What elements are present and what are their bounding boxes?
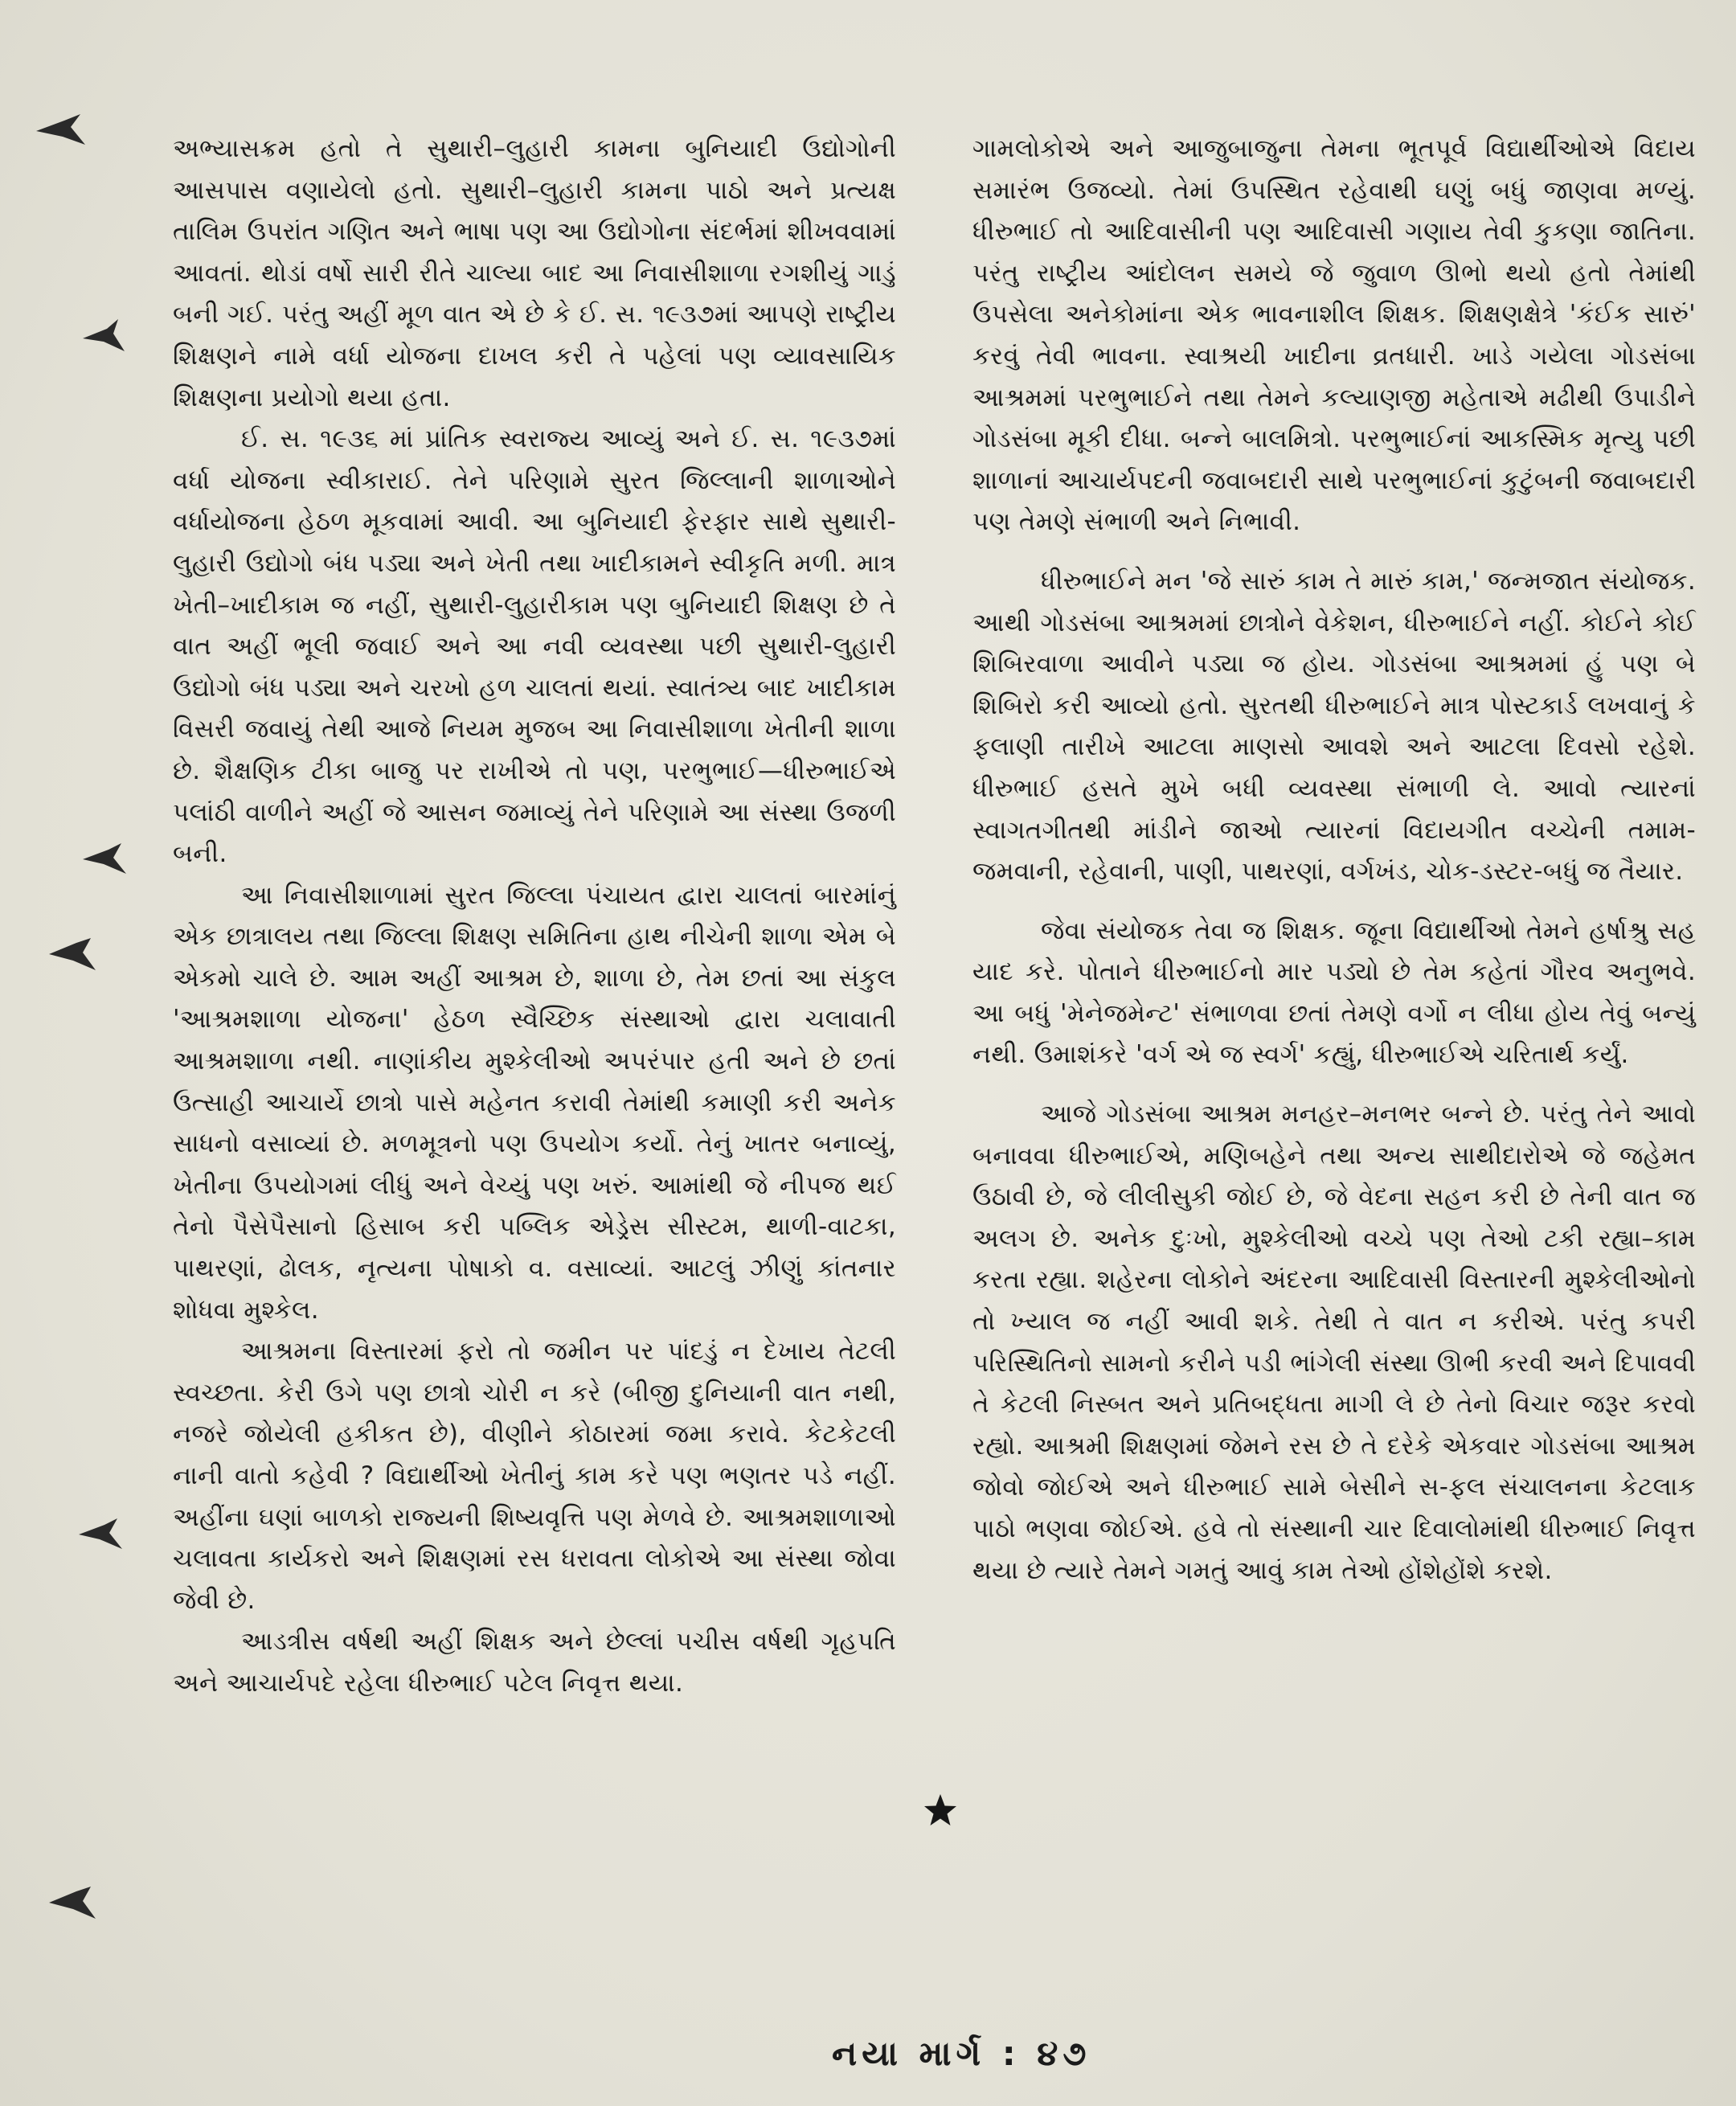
punch-hole-mark xyxy=(72,1515,129,1552)
article-paragraph: આજે ગોડસંબા આશ્રમ મનહર–મનભર બન્ને છે. પરંતુ તેને આવો બનાવવા ધીરુભાઈએ, મણિબહેને તથા અન્ય સાથીદારોએ જે જહેમત ઉઠાવી છે, જે લીલીસુકી જોઈ છે, જે વેદના સહન કરી છે તેની વાત જ અલગ છે. અનેક દુઃખો, મુશ્કેલીઓ વચ્ચે પણ તેઓ ટકી રહ્યા–કામ કરતા રહ્યા. શહેરના લોકોને અંદરના આદિવાસી વિસ્તારની મુશ્કેલીઓનો તો ખ્યાલ જ નહીં આવી શકે. તેથી તે વાત ન કરીએ. પરંતુ કપરી પરિસ્થિતિનો સામનો કરીને પડી ભાંગેલી સંસ્થા ઊભી કરવી અને દિપાવવી તે કેટલી નિસ્બત અને પ્રતિબદ્ધતા માગી લે છે તેનો વિચાર જરૂર કરવો રહ્યો. આશ્રમી શિક્ષણમાં જેમને રસ છે તે દરેકે એકવાર ગોડસંબા આશ્રમ જોવો જોઈએ અને ધીરુભાઈ સામે બેસીને સ-ફલ સંચાલનના કેટલાક પાઠો ભણવા જોઈએ. હવે તો સંસ્થાની ચાર દિવાલોમાંથી ધીરુભાઈ નિવૃત્ત થયા છે ત્યારે તેમને ગમતું આવું કામ તેઓ હોંશેહોંશે કરશે. xyxy=(972,1100,1696,1585)
article-paragraph: ઈ. સ. ૧૯૩૬ માં પ્રાંતિક સ્વરાજ્ય આવ્યું અને ઈ. સ. ૧૯૩૭માં વર્ધા યોજના સ્વીકારાઈ. તેને પરિણામે સુરત જિલ્લાની શાળાઓને વર્ધાયોજના હેઠળ મૂકવામાં આવી. આ બુનિયાદી ફેરફાર સાથે સુથારી-લુહારી ઉદ્યોગો બંધ પડ્યા અને ખેતી તથા ખાદીકામને સ્વીકૃતિ મળી. માત્ર ખેતી–ખાદીકામ જ નહીં, સુથારી-લુહારીકામ પણ બુનિયાદી શિક્ષણ છે તે વાત અહીં ભૂલી જવાઈ અને આ નવી વ્યવસ્થા પછી સુથારી-લુહારી ઉદ્યોગો બંધ પડ્યા અને ચરખો હળ ચાલતાં થયાં. સ્વાતંત્ર્ય બાદ ખાદીકામ વિસરી જવાયું તેથી આજે નિયમ મુજબ આ નિવાસીશાળા ખેતીની શાળા છે. શૈક્ષણિક ટીકા બાજુ પર રાખીએ તો પણ, પરભુભાઈ—ધીરુભાઈએ પલાંઠી વાળીને અહીં જે આસન જમાવ્યું તેને પરિણામે આ સંસ્થા ઉજળી બની. xyxy=(173,424,896,869)
page-footer-folio: નયા માર્ગ : ૪૭ xyxy=(832,2034,1091,2073)
article-paragraph: ધીરુભાઈને મન 'જે સારું કામ તે મારું કામ,' જન્મજાત સંયોજક. આથી ગોડસંબા આશ્રમમાં છાત્રોને વેકેશન, ધીરુભાઈને નહીં. કોઈને કોઈ શિબિરવાળા આવીને પડ્યા જ હોય. ગોડસંબા આશ્રમમાં હું પણ બે શિબિરો કરી આવ્યો હતો. સુરતથી ધીરુભાઈને માત્ર પોસ્ટકાર્ડ લખવાનું કે ફલાણી તારીખે આટલા માણસો આવશે અને આટલા દિવસો રહેશે. ધીરુભાઈ હસતે મુખે બધી વ્યવસ્થા સંભાળી લે. આવો ત્યારનાં સ્વાગતગીતથી માંડીને જાઓ ત્યારનાં વિદાયગીત વચ્ચેની તમામ-જમવાની, રહેવાની, પાણી, પાથરણાં, વર્ગખંડ, ચોક-ડસ્ટર-બધું જ તૈયાર. xyxy=(972,566,1696,887)
punch-hole-mark xyxy=(76,318,133,354)
punch-hole-mark xyxy=(32,113,88,150)
punch-hole-mark xyxy=(44,936,100,973)
article-paragraph: અભ્યાસક્રમ હતો તે સુથારી–લુહારી કામના બુનિયાદી ઉદ્યોગોની આસપાસ વણાયેલો હતો. સુથારી–લુહારી કામના પાઠો અને પ્રત્યક્ષ તાલિમ ઉપરાંત ગણિત અને ભાષા પણ આ ઉદ્યોગોના સંદર્ભમાં શીખવવામાં આવતાં. થોડાં વર્ષો સારી રીતે ચાલ્યા બાદ આ નિવાસીશાળા રગશીયું ગાડું બની ગઈ. પરંતુ અહીં મૂળ વાત એ છે કે ઈ. સ. ૧૯૩૭માં આપણે રાષ્ટ્રીય શિક્ષણને નામે વર્ધા યોજના દાખલ કરી તે પહેલાં પણ વ્યાવસાયિક શિક્ષણના પ્રયોગો થયા હતા. xyxy=(173,134,896,412)
article-left-column xyxy=(173,129,896,1705)
end-of-article-star-icon xyxy=(923,1793,958,1828)
punch-hole-mark xyxy=(44,1885,100,1922)
article-right-column xyxy=(972,129,1696,1609)
article-paragraph: આ નિવાસીશાળામાં સુરત જિલ્લા પંચાયત દ્વારા ચાલતાં બારમાંનું એક છાત્રાલય તથા જિલ્લા શિક્ષણ સમિતિના હાથ નીચેની શાળા એમ બે એકમો ચાલે છે. આમ અહીં આશ્રમ છે, શાળા છે, તેમ છતાં આ સંકુલ 'આશ્રમશાળા યોજના' હેઠળ સ્વૈચ્છિક સંસ્થાઓ દ્વારા ચલાવાતી આશ્રમશાળા નથી. નાણાંકીય મુશ્કેલીઓ અપરંપાર હતી અને છે છતાં ઉત્સાહી આચાર્યે છાત્રો પાસે મહેનત કરાવી તેમાંથી કમાણી કરી અનેક સાધનો વસાવ્યાં છે. મળમૂત્રનો પણ ઉપયોગ કર્યો. તેનું ખાતર બનાવ્યું, ખેતીના ઉપયોગમાં લીધું અને વેચ્યું પણ ખરું. આમાંથી જે નીપજ થઈ તેનો પૈસેપૈસાનો હિસાબ કરી પબ્લિક એડ્રેસ સીસ્ટમ, થાળી-વાટકા, પાથરણાં, ઢોલક, નૃત્યના પોષાકો વ. વસાવ્યાં. આટલું ઝીણું કાંતનાર શોધવા મુશ્કેલ. xyxy=(173,880,896,1325)
article-paragraph: ગામલોકોએ અને આજુબાજુના તેમના ભૂતપૂર્વ વિદ્યાર્થીઓએ વિદાય સમારંભ ઉજવ્યો. તેમાં ઉપસ્થિત રહેવાથી ઘણું બધું જાણવા મળ્યું. ધીરુભાઈ તો આદિવાસીની પણ આદિવાસી ગણાય તેવી કુકણા જાતિના. પરંતુ રાષ્ટ્રીય આંદોલન સમયે જે જુવાળ ઊભો થયો હતો તેમાંથી ઉપસેલા અનેકોમાંના એક ભાવનાશીલ શિક્ષક. શિક્ષણક્ષેત્રે 'કંઈક સારું' કરવું તેવી ભાવના. સ્વાશ્રયી ખાદીના વ્રતધારી. ખાડે ગયેલા ગોડસંબા આશ્રમમાં પરભુભાઈને તથા તેમને કલ્યાણજી મહેતાએ મઢીથી ઉપાડીને ગોડસંબા મૂકી દીધા. બન્ને બાલમિત્રો. પરભુભાઈનાં આકસ્મિક મૃત્યુ પછી શાળાનાં આચાર્યપદની જવાબદારી સાથે પરભુભાઈનાં કુટુંબની જવાબદારી પણ તેમણે સંભાળી અને નિભાવી. xyxy=(972,134,1696,537)
punch-hole-mark xyxy=(76,840,133,877)
article-paragraph: જેવા સંયોજક તેવા જ શિક્ષક. જૂના વિદ્યાર્થીઓ તેમને હર્ષાશ્રુ સહ યાદ કરે. પોતાને ધીરુભાઈનો માર પડ્યો છે તેમ કહેતાં ગૌરવ અનુભવે. આ બધું 'મેનેજમેન્ટ' સંભાળવા છતાં તેમણે વર્ગો ન લીધા હોય તેવું બન્યું નથી. ઉમાશંકરે 'વર્ગ એ જ સ્વર્ગ' કહ્યું, ધીરુભાઈએ ચરિતાર્થ કર્યું. xyxy=(972,916,1696,1070)
article-paragraph: આશ્રમના વિસ્તારમાં ફરો તો જમીન પર પાંદડું ન દેખાય તેટલી સ્વચ્છતા. કેરી ઉગે પણ છાત્રો ચોરી ન કરે (બીજી દુનિયાની વાત નથી, નજરે જોયેલી હકીકત છે), વીણીને કોઠારમાં જમા કરાવે. કેટકેટલી નાની વાતો કહેવી ? વિદ્યાર્થીઓ ખેતીનું કામ કરે પણ ભણતર પડે નહીં. અહીંના ઘણાં બાળકો રાજ્યની શિષ્યવૃત્તિ પણ મેળવે છે. આશ્રમશાળાઓ ચલાવતા કાર્યકરો અને શિક્ષણમાં રસ ધરાવતા લોકોએ આ સંસ્થા જોવા જેવી છે. xyxy=(173,1337,896,1615)
article-paragraph: આડત્રીસ વર્ષથી અહીં શિક્ષક અને છેલ્લાં પચીસ વર્ષથી ગૃહપતિ અને આચાર્યપદે રહેલા ધીરુભાઈ પટેલ નિવૃત્ત થયા. xyxy=(173,1627,896,1698)
